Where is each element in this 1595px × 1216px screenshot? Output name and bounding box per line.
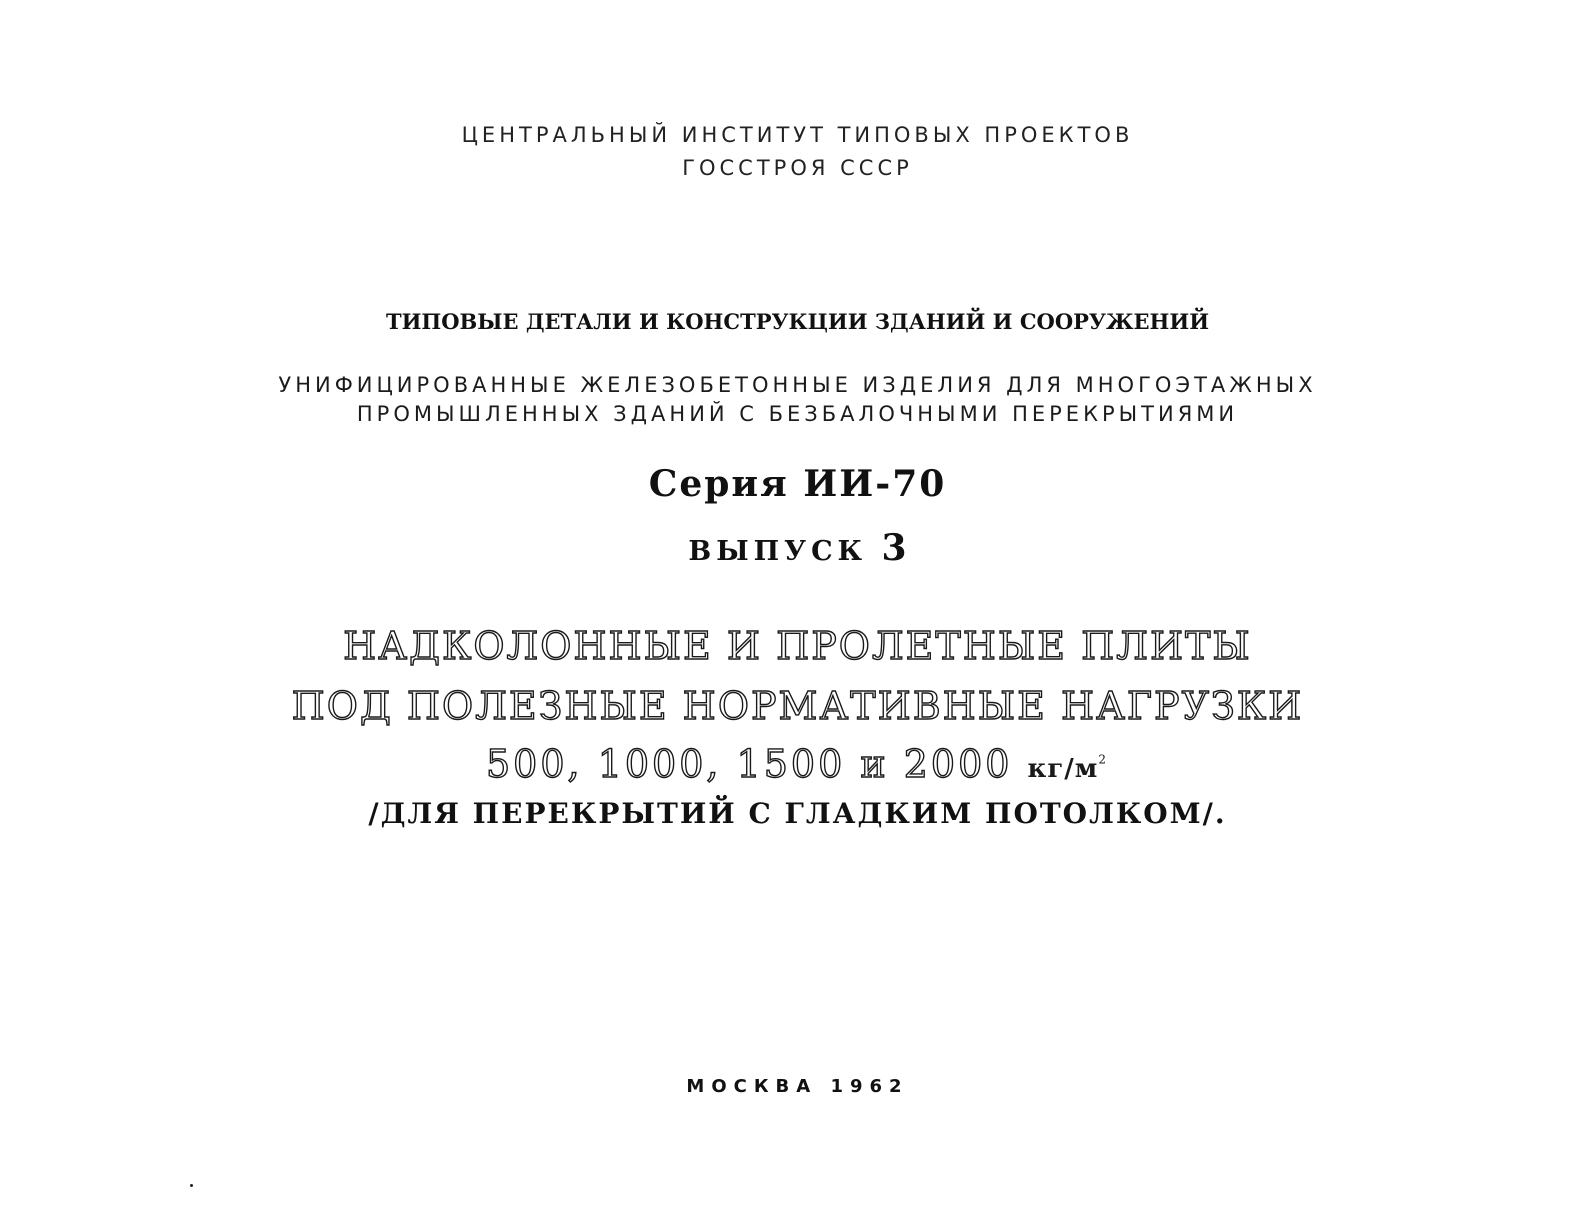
main-title-loads xyxy=(0,742,1595,786)
institute-name: ЦЕНТРАЛЬНЫЙ ИНСТИТУТ ТИПОВЫХ ПРОЕКТОВ xyxy=(461,123,1134,147)
collection-title: ТИПОВЫЕ ДЕТАЛИ И КОНСТРУКЦИИ ЗДАНИЙ И СООРУЖЕНИЙ xyxy=(385,309,1210,334)
main-title-line-2: ПОД ПОЛЕЗНЫЕ НОРМАТИВНЫЕ НАГРУЗКИ xyxy=(291,684,1304,728)
main-title-note: /ДЛЯ ПЕРЕКРЫТИЙ С ГЛАДКИМ ПОТОЛКОМ/. xyxy=(368,797,1227,830)
series-title: Серия ИИ-70 xyxy=(648,463,947,505)
institute-affiliation: ГОССТРОЯ СССР xyxy=(682,156,913,180)
subtitle-line-1: УНИФИЦИРОВАННЫЕ ЖЕЛЕЗОБЕТОННЫЕ ИЗДЕЛИЯ ДЛЯ МНОГОЭТАЖНЫХ xyxy=(278,373,1317,397)
issue-word: ВЫПУСК xyxy=(688,536,868,567)
load-unit: кг/м xyxy=(1027,754,1099,784)
issue-label xyxy=(0,527,1595,569)
load-values: 500, 1000, 1500 и 2000 xyxy=(486,742,1013,786)
main-title-line-1: НАДКОЛОННЫЕ И ПРОЛЕТНЫЕ ПЛИТЫ xyxy=(343,624,1252,668)
load-unit-power: 2 xyxy=(1098,752,1109,767)
scan-speck xyxy=(190,1184,193,1187)
subtitle-line-2: ПРОМЫШЛЕННЫХ ЗДАНИЙ С БЕЗБАЛОЧНЫМИ ПЕРЕКРЫТИЯМИ xyxy=(356,402,1239,426)
issue-number: 3 xyxy=(881,527,907,569)
imprint: МОСКВА 1962 xyxy=(686,1076,909,1097)
